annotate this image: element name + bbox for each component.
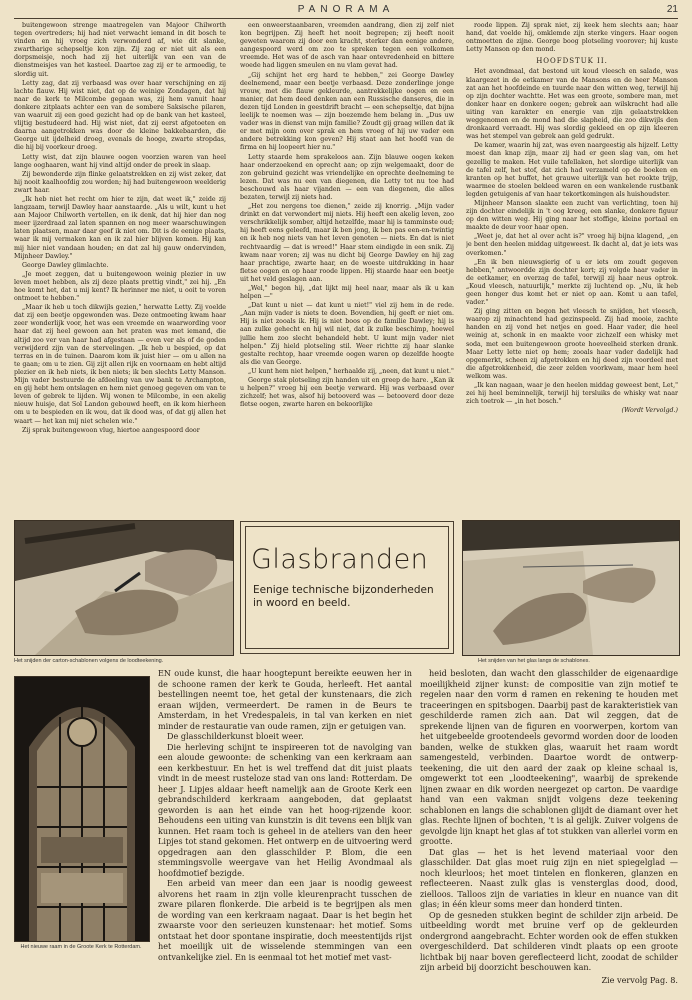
page-number: 21	[666, 4, 678, 15]
story-column-1	[14, 22, 226, 507]
article-paragraph: De glasschilderkunst bloeit weer.	[167, 731, 304, 741]
story-paragraph: Zij bewonderde zijn flinke gelaatstrekken en zij wist zeker, dat hij nooit kaalhoofdig zou worden; hij had buitengewoon weelderig zwart haar.	[14, 170, 226, 194]
photo-cutting-carton-image	[15, 521, 233, 655]
article-title-box	[240, 521, 454, 654]
story-paragraph: „Maar ik heb u toch dikwijls gezien," herwatte Letty. Zij voelde dat zij een beetje opgewonden was. Deze ontmoeting kwam haar zeer wonderlijk voor, het was een vreemde en waarwording voor haar dat zij heel gewoon aan het praten was met iemand, die altijd zoo ver van haar had afgestaan — even ver als of de goden verwijderd zijn van de stervelingen. „Ik heb u bespied, op dat terras en in de tuinen. Daarom kom ik juist hier — om u allen na te gaan; om u te zien. Gij zijt allen rijk en voornaam en hebt altijd plezier en ik heb niets, ik ben niets; ik ben slechts Letty Manson. Mijn vader bestuurde de afdeeling van uw bank te Archampton, en gij hebt hem ontslagen en hem niet genoeg gegeven om van te leven of gebrek te lijden. Wij wonen te Milcombe, in een akelig nieuw huisje, dat Sol Landon gebouwd heeft, en ik kom hierheen om u te bespieden en ik wou, dat ik dood was, of dat gij allen het waart — het kan mij niet schelen wie."	[14, 304, 226, 425]
story-column-3	[466, 22, 678, 507]
chapter-heading: HOOFDSTUK II.	[536, 57, 608, 66]
to-be-continued: (Wordt Vervolgd.)	[621, 407, 678, 415]
story-paragraph: „Je moet zeggen, dat u buitengewoon weinig plezier in uw leven moet hebben, als zij deze plaats prettig vindt," zei hij. „En hoe komt het, dat u mij kent? Ik herinner me niet, u ooit te voren ontmoet te hebben."	[14, 270, 226, 303]
story-paragraph: „En ik ben nieuwsgierig of u er iets om zoudt gegeven hebben," antwoordde zijn dochter kort; zij volgde haar vader in de eetkamer, en overzag de tafel, terwijl zij haar neus optrok. „Koud vleesch, natuurlijk," merkte zij luchtend op. „Nu, ik heb geen honger dus komt het er niet op aan. Komt u aan tafel, vader."	[466, 258, 678, 307]
caption-left-photo: Het snijden der carton-schablonen volgens de loodteekening.	[14, 658, 164, 664]
story-paragraph: Zij sprak buitengewoon vlug, hiertoe aangespoord door	[22, 426, 200, 434]
article-paragraph: Die herleving schijnt te inspireeren tot de navolging van een aloude gewoonte: de schenking van een kerkraam aan een kerkbestuur. En het is wel treffend dat dit juist plaats vindt in de meest rusteloze stad van ons land: Rotterdam. De heer J. Lipjes aldaar heeft namelijk aan de Groote Kerk een gebrandschilderd kerkraam aangeboden, dat geplaatst geworden is aan het einde van het hoog-rijzende koor. Behoudens een uiting van kunstzin is dit tevens een blijk van kunnen. Het raam toch is geheel in de ateliers van den heer Lipjes tot stand gekomen. Het ontwerp en de uitvoering werd opgedragen aan den glasschilder P. Blom, die een stemmingsvolle weergave van het Heilig Avondmaal als hoofdmotief bezigde.	[158, 741, 412, 878]
article-column-2	[420, 668, 678, 990]
article-paragraph: Dat glas — het is het levend materiaal voor den glasschilder. Dat glas moet ruig zijn en niet spiegelglad — noch kleurloos; het moet tintelen en flonkeren, glanzen en reflecteeren. Naast zulk glas is vensterglas dood, dood, zielloos. Talloos zijn de variaties in kleur en nuance van dit glas; in één kleur soms meer dan honderd tinten.	[420, 846, 678, 909]
article-paragraph: Een arbeid van meer dan een jaar is noodig geweest alvorens het raam in zijn volle kleurenpracht tusschen de zware pilaren flonkerde. Die arbeid is te begrijpen als men de wording van een kerkraam nagaat. Daar is het begin het zwaarste voor den serieuzen kunstenaar: het motief. Soms ontstaat het door spontane inspiratie, doch meestentijds rijst het moeilijk uit de wisselende stemmingen van een ontvankelijke ziel. En is eenmaal tot het motief met vast-	[158, 878, 412, 962]
article-paragraph: Op de gesneden stukken begint de schilder zijn arbeid. De uitbeelding wordt met bruine verf op de gekleurden ondergrond aangebracht. Echter worden ook de effen stukken overgeschilderd. Dat schilderen vindt plaats op een groote lichtbak bij naar boven gereflecteerd licht, zoodat de schilder zijn arbeid bij doorzicht beschouwen kan.	[420, 909, 678, 972]
story-paragraph: „Weet je, dat het al over acht is?" vroeg hij bijna klagend, „en je bent den heelen middag uitgeweest. Ik dacht al, dat je iets was overkomen."	[466, 233, 678, 257]
story-paragraph: „Ik kan nagaan, waar je den heelen middag geweest bent, Let," zei hij heel beminnelijk, terwijl hij tersluiks de whisky wat naar zich toetrok — „in het bosch."	[466, 382, 678, 406]
article-subtitle: Eenige technische bijzonderheden in woord en beeld.	[253, 584, 434, 609]
story-paragraph: „Wel," begon hij, „dat lijkt mij heel naar, maar als ik u kan helpen —"	[240, 285, 454, 301]
photo-cutting-glass-image	[463, 521, 679, 655]
story-paragraph: buitengewoon strenge maatregelen van Majoor Chilworth tegen overtreders; hij had niet verwacht iemand in dit bosch te vinden en hij vroeg zich verwonderd af, wie dit slanke, zwartharige schepseltje kon zijn. Zij zag er niet uit als een dorpsmeisje, noch had zij het uiterlijk van een van de dienstmeisjes van het kasteel. Daartoe zag zij er te armoedig, te slordig uit.	[14, 22, 226, 78]
story-paragraph: De kamer, waarin hij zat, was even naargeestig als hijzelf. Letty moest dan knap zijn, maar zij had er geen slag van, om het gezellig te maken. Het vuile tafellaken, het slordige uiterlijk van de tafel zelf, het stof, dat zich had verzameld op de boeken en kranten op het buffet, het grauwe uiterlijk van het rookte trijp, waarmee de stoelen bekleed waren en een wankelende rustbank legden getuigenis af van haar tekortkomingen als huishoudster.	[466, 142, 678, 198]
story-paragraph: Zij ging zitten en begon het vleesch te snijden, het vleesch, waarop zij minachtend had gezinspeeld. Zij had mooie, zachte handen en zij vond het netjes en goed. Haar vader, die heel weinig at, schonk in en maakte voor zichzelf een whisky met soda, met een buitengewoon groote hoeveelheid sterken drank. Maar Letty lette niet op hem; zooals haar vader dadelijk had opgemerkt, scheen zij afgetrokken en hij deed zijn voordeel met die afgetrokkenheid, die zeer zelden voorkwam, maar hem heel welkom was.	[466, 308, 678, 380]
header-rule	[14, 18, 678, 19]
article-paragraph: EN oude kunst, die haar hoogtepunt bereikte eeuwen her in de schoone ramen der kerk te Gouda, herleeft. Het aantal bestellingen neemt toe, het getal der kunstenaars, die zich eraan wijden, vermeerdert. De ramen in de Beurs te Amsterdam, in het Vredespaleis, in tal van kerken en niet minder de restauratie van oude ramen, zijn er getuigen van.	[158, 668, 412, 731]
caption-window-photo: Het nieuwe raam in de Groote Kerk te Rotterdam.	[20, 944, 142, 950]
story-paragraph: „Gij schijnt het erg hard te hebben," zei George Dawley deelnemend, maar een beetje verbaasd. Deze zonderlinge jonge vrouw, met die flauw gekleurde, aantrekkelijke oogen en een manier, dat hem deed denken aan een Russische danseres, die in dezen tijd Londen in geestdrift bracht — een schepseltje, dat bijna leelijk te noemen was — zijn boezemde hem belang in. „Dus uw vader was in dienst van mijn familie? Zoudt gij graag willen dat ik er met mijn oom over sprak en hem vroeg of hij uw vader een andere betrekking kon geven? Hij staat aan het hoofd van de firma en hij loopeert hier nu."	[240, 71, 454, 152]
story-column-2	[240, 22, 454, 507]
story-paragraph: roode lippen. Zij sprak niet, zij keek hem slechts aan; haar hand, dat voelde hij, omklemde zijn sterke vingers. Haar oogen ontmoetten de zijne. George boog plotseling voorover; hij kuste Letty Manson op den mond.	[466, 22, 678, 54]
photo-cutting-glass	[462, 520, 680, 656]
story-paragraph: Letty wist, dat zijn blauwe oogen voorzien waren van heel lange ooghaaren, want hij vind altijd onder de preek in slaap.	[14, 153, 226, 169]
article-column-1	[158, 668, 412, 990]
church-window-image	[15, 677, 149, 941]
story-paragraph: Letty staarde hem sprakeloos aan. Zijn blauwe oogen keken haar onderzoekend en oprecht aan; op zijn welgemaakt, door de zon gebruind gezicht was vriendelijke en oprechte deelneming te lezen. Dat was nu een van diegenen, die Letty tot nu toe had beschouwd als haar vijanden — een van diegenen, die alles bezaten, terwijl zij niets had.	[240, 153, 454, 201]
story-paragraph: Letty zag, dat zij verbaasd was over haar verschijning en zij lachte flauw. Hij wist niet, dat op de weinige Zondagen, dat hij naar de kerk te Milcombe gegaan was, zij hem vanuit haar donkere zitplaats achter een van de sombere Saksische pilaren, van waaruit zij een goed gezicht had op de bank van het kasteel, vlijtig bestudeerd had. Hij wist niet, dat zij eerst afgetoeten en daarna aangetrokken was door de kleine bakkebaarden, die George uit ijdelheid droeg, evenals de hooge, zwarte stropdas, die hij bij voorkeur droeg.	[14, 79, 226, 152]
story-paragraph: George stak plotseling zijn handen uit en greep de hare. „Kan ik u helpen?" vroeg hij een beetje verward. Hij was verbaasd over zichzelf; het was, alsof hij betooverd was — betooverd door deze fletse oogen, zwarte haren en bekoorlijke	[240, 377, 454, 409]
story-paragraph: Het avondmaal, dat bestond uit koud vleesch en salade, was klaargezet in de eetkamer van de Mansons en de heer Manson zat aan het hoofdeinde en tuurde naar den witten weg, terwijl hij op zijn dochter wachtte. Het was een groote, sombere man, met donker haar en donkere oogen; gebrek aan wilskracht had alle uiting van karakter en energie van zijn gelaatstrekken weggenomen en de mond had die slapheid, die zoo dikwijls den dronkaard verraadt. Hij was slordig gekleed en op zijn kleeren was het stempel van gebrek aan geld gedrukt.	[466, 68, 678, 141]
story-paragraph: een onweerstaanbaren, vreemden aandrang, dien zij zelf niet kon begrijpen. Zij heeft het nooit begrepen; zij heeft nooit geweten waarom zij door een kracht, sterker dan eenige andere, aangespoord werd om zoo te spreken tegen een volkomen vreemde. Het was of de asch van haar ontevredenheid en bittere woede had liggen smeulen en nu vlam gevat had.	[240, 22, 454, 70]
masthead	[14, 4, 678, 18]
story-paragraph: „Het zou nergens toe dienen," zeide zij knorrig. „Mijn vader drinkt en dat verwondert mij niets. Hij heeft een akelig leven, zoo verschrikkelijk somber, altijd hetzelfde, maar hij is tamminste oud; hij heeft eens geleefd, maar ik ben jong, ik ben pas een-en-twintig en ik heb nog niets van het leven genoten — niets. En dat is niet rechtvaardig — dat is wreed!" Haar stem eindigde in een snik. Zij kwam naar voren; zij was nu dicht bij George Dawley en hij zag haar prachtige, zwarte haar, en de woeste uitdrukking in haar fletse oogen en op haar roode lippen. Hij staarde haar een beetje uit het veld geslagen aan.	[240, 203, 454, 283]
caption-right-photo: Het snijden van het glas langs de schablones.	[478, 658, 590, 664]
article-paragraph: heid besloten, dan wacht den glasschilder de eigenaardige moeilijkheid zijner kunst: de compositie van zijn motief te regelen naar den vorm d̶ ramen en rekening te houden met traceeringen en spitsbogen. Daarbij past de karakteristiek van geschilderde ramen zich aan. Dat wil zeggen, dat de sprekende lijnen van de figuren en voorwerpen, kortom van het uitgebeelde grootendeels gevormd worden door de looden banden, welke de stukken glas, waaruit het raam wordt samengesteld, verbinden. Daartoe wordt de ontwerp-teekening, die uit den aard der zaak op kleine schaal is, omgewerkt tot een „loodteekening", waarbij de sprekende lijnen zwaar en dik worden neergezet op carton. De vaardige hand van een vakman snijdt volgens deze teekening schablonen en langs die schablonen glijdt de diamant over het glas. Rechte lijnen of bochten, 't is al gelijk. Zuiver volgens de gevolgde lijn knapt het glas af tot stukken van allerlei vorm en grootte.	[420, 668, 678, 846]
article-title: Glasbranden	[251, 544, 429, 575]
magazine-title: PANORAMA	[297, 4, 395, 15]
story-paragraph: „Ik heb niet het recht om hier te zijn, dat weet ik," zeide zij langzaam, terwijl Dawley haar aanstaarde. „Als u wilt, kunt u het aan Majoor Chilworth vertellen, en ik denk, dat hij hier dan nog meer ijzerdraad zal laten spannen en nog meer waarschuwingen laten plaatsen, maar daar geef ik niet om. Dit is de eenige plaats, waar ik mij vermaken kan en ik zal hier blijven komen. Hij kan mij hier niet vandaan houden; en dat zal hij gauw ondervinden, Mijnheer Dawley."	[14, 195, 226, 260]
story-paragraph: „U kunt hem niet helpen," herhaalde zij, „neen, dat kunt u niet."	[248, 367, 454, 375]
story-paragraph: „Dat kunt u niet — dat kunt u niet!" viel zij hem in de rede. „Aan mijn vader is niets te doen. Bovendien, hij geeft er niet om. Hij is niet zooals ik. Hij is niet boos op de familie Dawley; hij is aan zulke gehecht en hij wil niet, dat ik zulke beschimp, hoewel jullie hem zoo slecht behandeld hebt. U kunt mijn vader niet helpen." Zij hield plotseling stil. Weer richtte zij haar slanke gestalte rechtop, haar vreemde oogen waren op dezelfde hoogte als die van George.	[240, 302, 454, 366]
continued-reference: Zie vervolg Pag. 8.	[601, 974, 678, 985]
photo-church-window	[14, 676, 150, 942]
photo-cutting-carton	[14, 520, 234, 656]
story-paragraph: Mijnheer Manson slaakte een zucht van verlichting, toen hij zijn dochter eindelijk in 't oog kreeg, een slanke, donkere figuur op den witten weg. Hij ging naar het stoffige, kleine portaal en maakte de deur voor haar open.	[466, 199, 678, 232]
story-paragraph: George Dawley glimlachte.	[22, 261, 109, 269]
